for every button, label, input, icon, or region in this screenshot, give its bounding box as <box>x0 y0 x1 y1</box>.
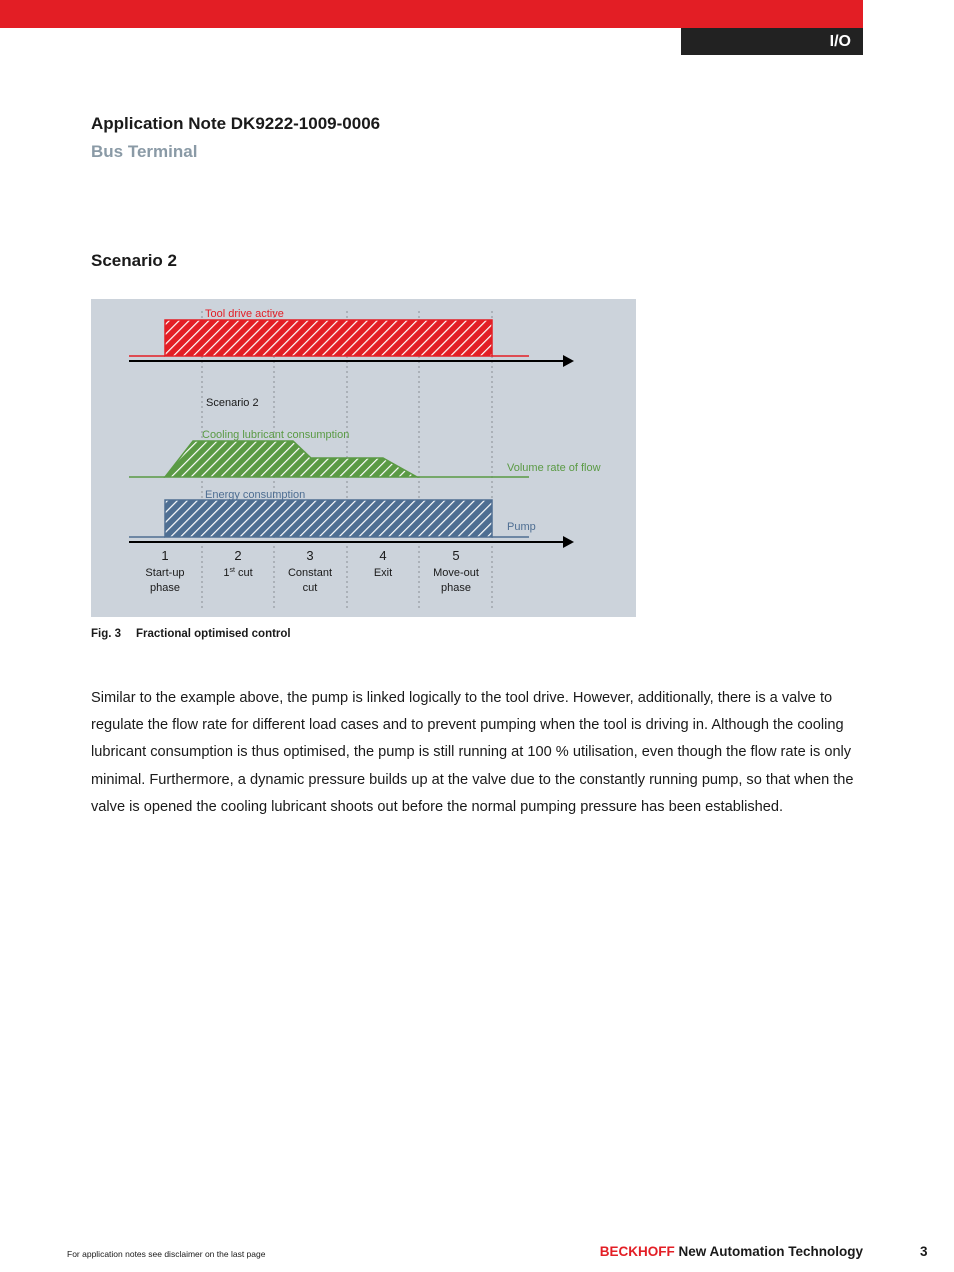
section-tab-label: I/O <box>829 32 851 50</box>
phase-3-number: 3 <box>306 548 314 563</box>
phase-4-number: 4 <box>379 548 387 563</box>
phase-3-line1: Constant <box>287 567 333 579</box>
timing-diagram <box>91 299 636 617</box>
phase-2-line1: 1st cut <box>223 567 253 579</box>
phase-3-line2: cut <box>302 582 318 594</box>
figure-caption-text: Fractional optimised control <box>136 628 291 640</box>
brand-logo: BECKHOFF <box>599 1244 675 1259</box>
phase-4-line1: Exit <box>373 567 393 579</box>
cooling-consumption-signal <box>129 441 529 477</box>
phase-5-number: 5 <box>452 548 460 563</box>
pump-label: Pump <box>507 521 536 533</box>
footer-disclaimer: For application notes see disclaimer on the last page <box>67 1249 266 1259</box>
phase-5-line1: Move-out <box>433 567 479 579</box>
phase-labels <box>145 548 479 594</box>
section-heading: Scenario 2 <box>91 251 177 270</box>
energy-label: Energy consumption <box>205 489 306 501</box>
phase-1-line1: Start-up <box>145 567 185 579</box>
document-title: Application Note DK9222-1009-0006 <box>91 114 381 133</box>
footer-brand <box>600 1244 863 1259</box>
phase-2-number: 2 <box>234 548 242 563</box>
brand-tagline: New Automation Technology <box>674 1244 863 1259</box>
tool-drive-label: Tool drive active <box>205 308 284 320</box>
figure-caption <box>91 628 291 640</box>
body-paragraph: Similar to the example above, the pump is linked logically to the tool drive. However, additionally, there is a valve to regulate the flow rate for different load cases and to prevent pumping when the tool is driving in. Although the cooling lubricant consumption is thus optimised, the pump is still running at 100 % utilisation, even though the flow rate is only minimal. Furthermore, a dynamic pressure builds up at the valve due to the constantly running pump, so that when the valve is opened the cooling lubricant shoots out before the normal pumping pressure has been established. <box>91 690 854 815</box>
page-number: 3 <box>920 1244 928 1259</box>
figure-number: Fig. 3 <box>91 628 122 640</box>
volume-label: Volume rate of flow <box>507 462 601 474</box>
scenario-label: Scenario 2 <box>206 397 259 409</box>
section-tab <box>681 28 863 55</box>
cooling-label: Cooling lubricant consumption <box>202 429 350 441</box>
phase-1-number: 1 <box>161 548 169 563</box>
timing-diagram-svg <box>91 299 636 617</box>
top-red-bar <box>0 0 863 28</box>
phase-1-line2: phase <box>150 582 180 594</box>
phase-5-line2: phase <box>441 582 471 594</box>
tool-drive-signal <box>129 320 574 367</box>
document-subtitle: Bus Terminal <box>91 142 198 161</box>
